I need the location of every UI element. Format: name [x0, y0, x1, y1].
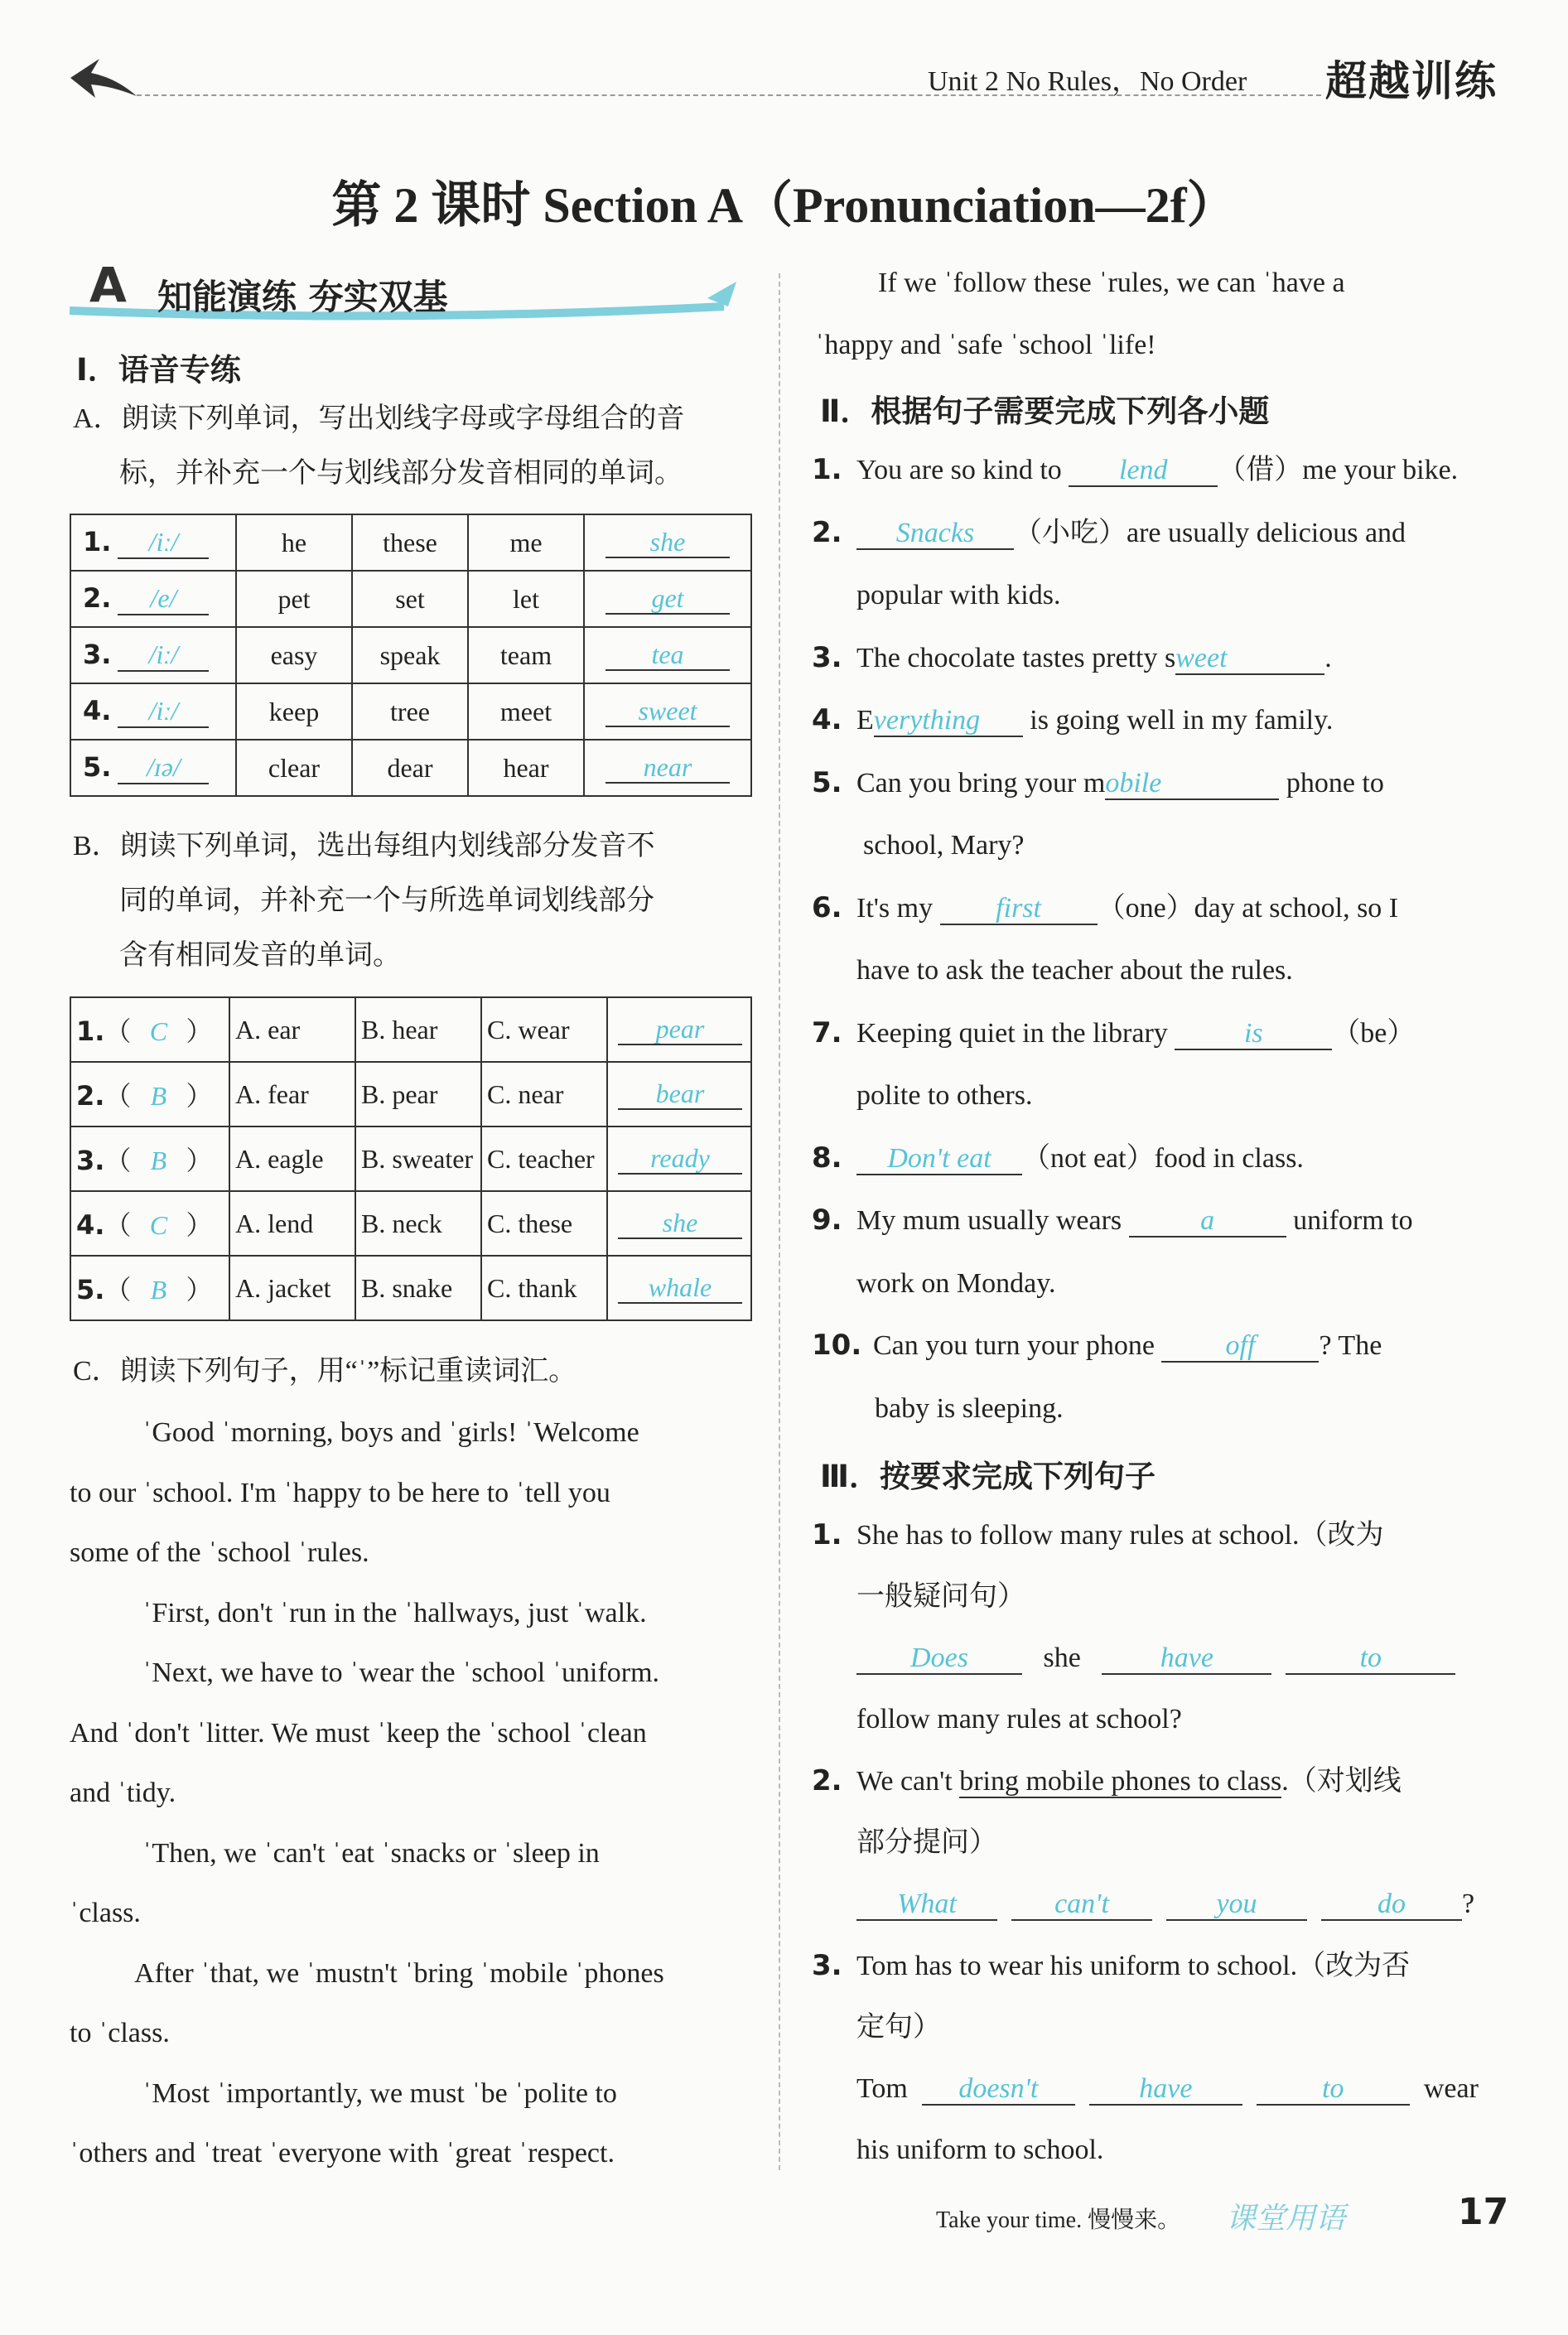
question-number: 7.	[812, 1016, 842, 1049]
question-text: school, Mary?	[863, 830, 1025, 861]
footer-brand: 课堂用语	[1226, 2202, 1346, 2235]
option-a: A. lend	[229, 1191, 355, 1256]
instruction-line: 同的单词，并补充一个与所选单词划线部分	[119, 885, 654, 916]
answer-blank: have	[1102, 1643, 1271, 1675]
row-number: 1.	[76, 1016, 105, 1047]
column-divider	[779, 273, 780, 2170]
row-number: 2.	[76, 1080, 105, 1112]
option-a: A. fear	[229, 1062, 355, 1126]
word-cell: tree	[352, 683, 468, 740]
word-cell: team	[468, 627, 584, 683]
passage-line: ˈNext, we have to ˈwear the ˈschool ˈuniform.	[142, 1657, 660, 1688]
stress-passage-continued	[815, 252, 1494, 376]
word-cell: easy	[236, 627, 352, 683]
table-row: 5.（ B ） A. jacket B. snake C. thank whale	[70, 1256, 751, 1320]
part-iii-heading: Ⅲ．按要求完成下列句子	[820, 1459, 1155, 1494]
question-text: .	[1324, 642, 1332, 673]
option-c: C. these	[481, 1191, 607, 1256]
phonetic-answer: /iː/	[118, 528, 209, 558]
question-item	[812, 1315, 1499, 1377]
table-row: 4.（ C ） A. lend B. neck C. these she	[70, 1191, 751, 1256]
word-answer: ready	[618, 1144, 742, 1175]
question-text: Tom	[856, 2073, 908, 2104]
word-cell: keep	[236, 683, 352, 740]
passage-line: to ˈclass.	[70, 2018, 170, 2048]
question-number: 3.	[812, 1949, 842, 1982]
passage-line: and ˈtidy.	[70, 1778, 176, 1808]
question-text: polite to others.	[856, 1080, 1033, 1111]
word-cell: meet	[468, 683, 584, 740]
word-cell: he	[236, 514, 352, 571]
phonetic-answer: /iː/	[118, 697, 209, 727]
question-item	[812, 439, 1499, 502]
table-row	[70, 740, 751, 796]
question-text: Tom has to wear his uniform to school.（改为否	[856, 1951, 1411, 1981]
question-item	[812, 1189, 1499, 1252]
question-text: We can't	[856, 1766, 960, 1797]
question-item	[812, 1750, 1499, 1812]
question-text: popular with kids.	[856, 580, 1061, 610]
question-text: Can you turn your phone	[873, 1330, 1155, 1361]
question-item	[812, 1002, 1499, 1065]
answer-blank: lend	[1069, 455, 1218, 487]
passage-line: ˈhappy and ˈsafe ˈschool ˈlife!	[815, 330, 1156, 360]
part-b-instruction	[73, 817, 655, 986]
question-number: 2.	[812, 1764, 842, 1797]
word-cell: me	[468, 514, 584, 571]
row-number: 4.	[83, 695, 112, 727]
answer-blank: doesn't	[922, 2073, 1075, 2106]
section-letter: A	[89, 257, 127, 313]
row-number: 1.	[83, 526, 112, 558]
question-number: 10.	[812, 1329, 862, 1362]
option-a: A. jacket	[229, 1256, 355, 1320]
question-text: baby is sleeping.	[875, 1392, 1064, 1424]
answer-blank: have	[1089, 2073, 1242, 2106]
option-c: C. thank	[481, 1256, 607, 1320]
question-text: （小吃）are usually delicious and	[1014, 517, 1406, 548]
option-b: B. pear	[355, 1062, 481, 1126]
back-arrow-icon	[66, 55, 141, 104]
word-answer: pear	[618, 1015, 742, 1045]
word-answer: whale	[618, 1273, 742, 1304]
instruction-line: A．朗读下列单词，写出划线字母或字母组合的音	[73, 403, 685, 434]
word-answer: she	[605, 528, 730, 558]
part-c-instruction: C．朗读下列句子，用“ˈ”标记重读词汇。	[73, 1356, 577, 1387]
question-item	[812, 877, 1499, 940]
answer-blank: can't	[1011, 1889, 1152, 1921]
answer-blank: first	[940, 893, 1098, 925]
brand-title: 超越训练	[1325, 57, 1498, 105]
page-title: 第 2 课时 Section A（Pronunciation—2f）	[331, 178, 1237, 233]
question-item	[812, 689, 1499, 752]
passage-line: And ˈdon't ˈlitter. We must ˈkeep the ˈschool ˈclean	[70, 1717, 647, 1749]
option-a: A. eagle	[229, 1126, 355, 1191]
phonetics-table	[70, 514, 752, 797]
option-c: C. near	[481, 1062, 607, 1126]
question-text: .（对划线	[1281, 1766, 1402, 1797]
stress-passage	[70, 1403, 749, 2184]
option-b: B. sweater	[355, 1126, 481, 1191]
question-text: Can you bring your m	[856, 767, 1106, 798]
answer-line	[812, 1874, 1499, 1935]
answer-line	[812, 2058, 1499, 2120]
question-text: （借）me your bike.	[1218, 455, 1459, 485]
question-item	[812, 502, 1499, 565]
question-text: she	[1043, 1643, 1081, 1673]
answer-blank: do	[1321, 1889, 1462, 1921]
table-row: 3.（ B ） A. eagle B. sweater C. teacher ready	[70, 1126, 751, 1191]
table-row	[70, 571, 751, 627]
question-text: follow many rules at school?	[856, 1704, 1182, 1734]
answer-blank: verything	[874, 705, 1023, 737]
part-ii-heading: Ⅱ．根据句子需要完成下列各小题	[820, 393, 1270, 429]
option-b: B. hear	[355, 997, 481, 1062]
answer-line	[812, 1628, 1499, 1689]
table-row	[70, 627, 751, 683]
option-c: C. wear	[481, 997, 607, 1062]
underlined-phrase: bring mobile phones to class	[959, 1766, 1282, 1797]
word-answer: get	[605, 584, 730, 615]
question-number: 5.	[812, 765, 842, 799]
answer-blank: a	[1129, 1205, 1286, 1237]
instruction-line: 标，并补充一个与划线部分发音相同的单词。	[119, 458, 683, 489]
answer-blank: What	[856, 1889, 997, 1921]
question-text: have to ask the teacher about the rules.	[856, 955, 1293, 986]
section-title: 知能演练 夯实双基	[157, 277, 448, 317]
question-text: （not eat）food in class.	[1022, 1142, 1304, 1174]
phonetic-answer: /e/	[118, 584, 209, 615]
passage-line: If we ˈfollow these ˈrules, we can ˈhave a	[878, 268, 1345, 298]
table-row: 2.（ B ） A. fear B. pear C. near bear	[70, 1062, 751, 1126]
footer-phrase: Take your time. 慢慢来。	[936, 2207, 1181, 2233]
instruction-line: B．朗读下列单词，选出每组内划线部分发音不	[73, 831, 655, 861]
instruction-line: 含有相同发音的单词。	[119, 940, 401, 971]
choice-answer: B	[150, 1081, 167, 1111]
passage-line: ˈothers and ˈtreat ˈeveryone with ˈgreat ˈrespect.	[70, 2138, 615, 2169]
question-text: The chocolate tastes pretty s	[856, 642, 1176, 673]
word-cell: pet	[236, 571, 352, 627]
word-answer: tea	[605, 640, 730, 671]
passage-line: some of the ˈschool ˈrules.	[70, 1537, 369, 1568]
question-item	[812, 627, 1499, 690]
passage-line: ˈGood ˈmorning, boys and ˈgirls! ˈWelcome	[142, 1417, 639, 1448]
answer-blank: to	[1257, 2073, 1410, 2106]
choice-answer: B	[150, 1275, 167, 1305]
table-row	[70, 514, 751, 571]
passage-line: to our ˈschool. I'm ˈhappy to be here to ˈtell you	[70, 1477, 610, 1508]
question-number: 3.	[812, 640, 842, 674]
answer-blank: to	[1286, 1643, 1455, 1675]
question-text: work on Monday.	[856, 1267, 1056, 1299]
choice-answer: B	[150, 1146, 167, 1175]
row-number: 2.	[83, 582, 112, 615]
page-number: 17	[1458, 2191, 1509, 2233]
option-c: C. teacher	[481, 1126, 607, 1191]
question-text: Keeping quiet in the library	[856, 1017, 1168, 1049]
option-b: B. snake	[355, 1256, 481, 1320]
question-text: （one）day at school, so I	[1097, 892, 1399, 924]
question-text: 部分提问）	[856, 1827, 997, 1858]
table-row	[70, 683, 751, 740]
question-text: wear	[1423, 2073, 1479, 2104]
passage-line: ˈFirst, don't ˈrun in the ˈhallways, just ˈwalk.	[142, 1597, 647, 1628]
question-text: phone to	[1286, 767, 1384, 798]
unit-label: Unit 2 No Rules，No Order	[928, 66, 1247, 97]
question-text: （be）	[1332, 1017, 1416, 1049]
row-number: 5.	[83, 751, 112, 784]
question-number: 8.	[812, 1141, 842, 1175]
word-cell: hear	[468, 740, 584, 796]
part-ii-questions	[812, 439, 1499, 1440]
passage-line: ˈMost ˈimportantly, we must ˈbe ˈpolite to	[142, 2077, 617, 2109]
question-text: 一般疑问句）	[856, 1581, 1025, 1612]
word-cell: clear	[236, 740, 352, 796]
choice-answer: C	[149, 1016, 168, 1046]
question-text: 定句）	[856, 2012, 941, 2043]
row-number: 4.	[76, 1209, 105, 1241]
part-a-instruction	[73, 389, 685, 504]
passage-line: ˈclass.	[70, 1898, 141, 1928]
question-number: 4.	[812, 703, 842, 736]
question-item	[812, 752, 1499, 815]
pronunciation-choice-table	[70, 996, 752, 1321]
question-text: his uniform to school.	[856, 2135, 1104, 2165]
part-iii-questions	[812, 1504, 1499, 2181]
answer-blank: is	[1175, 1018, 1332, 1050]
answer-blank: Does	[856, 1643, 1022, 1675]
question-number: 1.	[812, 1518, 842, 1551]
question-number: 9.	[812, 1204, 842, 1237]
word-answer: sweet	[605, 697, 730, 727]
passage-line: ˈThen, we ˈcan't ˈeat ˈsnacks or ˈsleep in	[142, 1837, 600, 1869]
row-number: 3.	[83, 639, 112, 671]
question-item	[812, 1504, 1499, 1566]
question-number: 2.	[812, 515, 842, 549]
question-text: E	[856, 705, 874, 736]
question-item	[812, 1935, 1499, 1997]
question-text: She has to follow many rules at school.（改为	[856, 1520, 1384, 1551]
answer-blank: Snacks	[856, 518, 1014, 550]
row-number: 5.	[76, 1274, 105, 1305]
table-row: 1.（ C ） A. ear B. hear C. wear pear	[70, 997, 751, 1062]
question-text: You are so kind to	[856, 455, 1062, 485]
word-cell: set	[352, 571, 468, 627]
answer-blank: you	[1166, 1889, 1307, 1921]
phonetic-answer: /ɪə/	[118, 753, 209, 784]
choice-answer: C	[149, 1210, 168, 1240]
word-cell: these	[352, 514, 468, 571]
answer-blank: Don't eat	[856, 1143, 1022, 1175]
question-item	[812, 1127, 1499, 1190]
question-text: uniform to	[1293, 1205, 1413, 1236]
answer-blank: weet	[1175, 643, 1324, 675]
answer-blank: obile	[1105, 768, 1279, 800]
row-number: 3.	[76, 1145, 105, 1176]
question-number: 6.	[812, 890, 842, 924]
word-cell: speak	[352, 627, 468, 683]
question-text: ?	[1462, 1889, 1475, 1919]
word-answer: bear	[618, 1079, 742, 1110]
question-text: My mum usually wears	[856, 1205, 1122, 1236]
question-text: ? The	[1319, 1330, 1382, 1361]
word-answer: she	[618, 1209, 742, 1239]
question-text: It's my	[856, 892, 934, 924]
part-i-heading: Ⅰ．语音专练	[76, 352, 241, 388]
option-a: A. ear	[229, 997, 355, 1062]
question-number: 1.	[812, 453, 842, 486]
question-text: is going well in my family.	[1030, 705, 1334, 736]
phonetic-answer: /iː/	[118, 640, 209, 671]
word-cell: dear	[352, 740, 468, 796]
word-cell: let	[468, 571, 584, 627]
answer-blank: off	[1161, 1330, 1319, 1363]
word-answer: near	[605, 753, 730, 784]
option-b: B. neck	[355, 1191, 481, 1256]
passage-line: After ˈthat, we ˈmustn't ˈbring ˈmobile ˈphones	[134, 1957, 664, 1989]
